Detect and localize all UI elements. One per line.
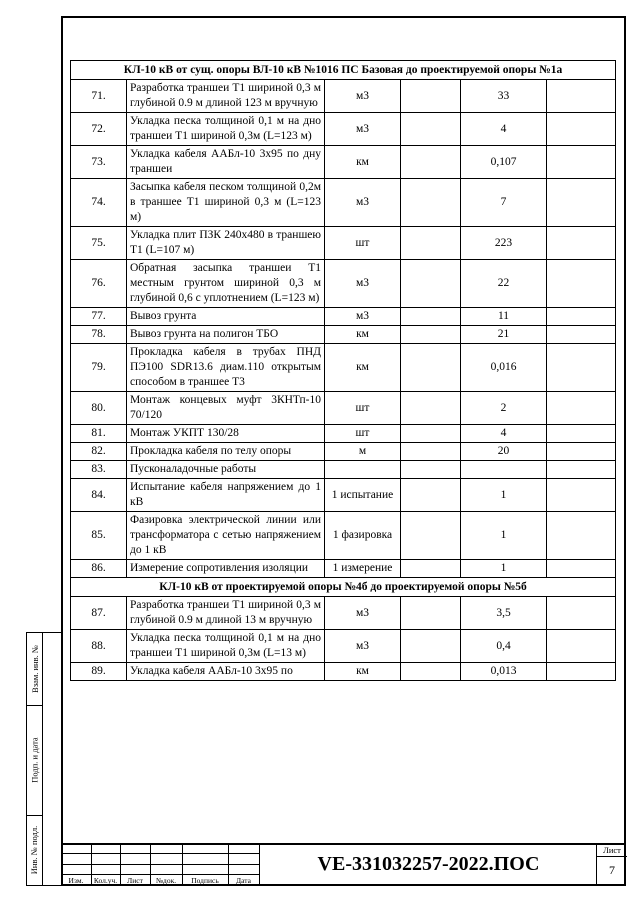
row-empty-cell xyxy=(547,113,616,146)
table-row xyxy=(71,260,616,308)
row-empty-cell xyxy=(547,597,616,630)
table-row xyxy=(71,80,616,113)
row-empty-cell xyxy=(401,308,461,326)
document-code: VE-331032257-2022.ПОС xyxy=(317,853,540,875)
row-description: Измерение сопротивления изоляции xyxy=(127,560,325,578)
row-empty-cell xyxy=(401,179,461,227)
row-quantity: 0,4 xyxy=(461,630,547,663)
row-empty-cell xyxy=(547,479,616,512)
row-number: 72. xyxy=(71,113,127,146)
row-empty-cell xyxy=(401,326,461,344)
row-quantity: 3,5 xyxy=(461,597,547,630)
row-number: 85. xyxy=(71,512,127,560)
row-description: Укладка песка толщиной 0,1 м на дно траншеи Т1 шириной 0,3м (L=13 м) xyxy=(127,630,325,663)
row-quantity: 11 xyxy=(461,308,547,326)
sheet-label: Лист xyxy=(597,845,627,857)
work-table xyxy=(70,60,616,681)
row-number: 74. xyxy=(71,179,127,227)
table-row xyxy=(71,113,616,146)
row-number: 73. xyxy=(71,146,127,179)
row-empty-cell xyxy=(401,227,461,260)
row-empty-cell xyxy=(401,392,461,425)
table-row xyxy=(71,308,616,326)
table-row xyxy=(71,344,616,392)
row-quantity: 4 xyxy=(461,425,547,443)
row-empty-cell xyxy=(401,80,461,113)
row-empty-cell xyxy=(401,146,461,179)
sheet-box xyxy=(596,843,627,886)
table-row xyxy=(71,392,616,425)
row-description: Разработка траншеи Т1 шириной 0,3 м глубиной 0.9 м длиной 123 м вручную xyxy=(127,80,325,113)
table-row xyxy=(71,630,616,663)
table-row xyxy=(71,443,616,461)
row-empty-cell xyxy=(547,146,616,179)
title-block-grid xyxy=(61,843,259,886)
row-number: 79. xyxy=(71,344,127,392)
row-empty-cell xyxy=(401,461,461,479)
row-empty-cell xyxy=(547,344,616,392)
row-empty-cell xyxy=(547,392,616,425)
side-stamp-original-inv-label: Инв. № подл. xyxy=(29,825,40,875)
row-unit: м3 xyxy=(325,113,401,146)
row-empty-cell xyxy=(547,227,616,260)
title-block-label-podpis: Подпись xyxy=(191,876,219,885)
row-quantity: 0,107 xyxy=(461,146,547,179)
table-row xyxy=(71,227,616,260)
row-empty-cell xyxy=(547,326,616,344)
table-row xyxy=(71,425,616,443)
row-empty-cell xyxy=(547,630,616,663)
row-description: Укладка кабеля ААБл-10 3х95 по дну траншеи xyxy=(127,146,325,179)
row-unit: м3 xyxy=(325,260,401,308)
title-block-label-data: Дата xyxy=(236,876,251,885)
row-number: 71. xyxy=(71,80,127,113)
row-unit: шт xyxy=(325,425,401,443)
row-unit: м3 xyxy=(325,80,401,113)
table-row xyxy=(71,461,616,479)
table-row xyxy=(71,326,616,344)
side-stamp-replace-inv-label: Взам. инв. № xyxy=(29,645,40,693)
row-empty-cell xyxy=(547,425,616,443)
sheet-number: 7 xyxy=(609,863,615,877)
row-quantity: 0,016 xyxy=(461,344,547,392)
row-number: 81. xyxy=(71,425,127,443)
row-empty-cell xyxy=(547,179,616,227)
row-number: 88. xyxy=(71,630,127,663)
side-stamp-sign-date xyxy=(27,705,42,816)
row-description: Прокладка кабеля в трубах ПНД ПЭ100 SDR13.6 диам.110 открытым способом в траншее Т3 xyxy=(127,344,325,392)
row-empty-cell xyxy=(401,597,461,630)
row-empty-cell xyxy=(401,512,461,560)
row-unit: м3 xyxy=(325,308,401,326)
row-empty-cell xyxy=(401,425,461,443)
side-stamp-replace-inv xyxy=(27,633,42,706)
row-empty-cell xyxy=(401,443,461,461)
row-number: 82. xyxy=(71,443,127,461)
row-unit: км xyxy=(325,326,401,344)
row-number: 80. xyxy=(71,392,127,425)
row-description: Вывоз грунта на полигон ТБО xyxy=(127,326,325,344)
row-number: 83. xyxy=(71,461,127,479)
row-quantity: 21 xyxy=(461,326,547,344)
row-number: 75. xyxy=(71,227,127,260)
row-number: 87. xyxy=(71,597,127,630)
row-quantity: 1 xyxy=(461,479,547,512)
row-unit: 1 испытание xyxy=(325,479,401,512)
row-empty-cell xyxy=(401,560,461,578)
row-number: 86. xyxy=(71,560,127,578)
row-unit: м3 xyxy=(325,597,401,630)
row-number: 89. xyxy=(71,663,127,681)
row-empty-cell xyxy=(401,479,461,512)
row-unit: м3 xyxy=(325,630,401,663)
row-quantity: 1 xyxy=(461,512,547,560)
row-description: Укладка плит ПЗК 240х480 в траншею Т1 (L=107 м) xyxy=(127,227,325,260)
row-quantity: 2 xyxy=(461,392,547,425)
work-table-body xyxy=(71,61,616,681)
row-description: Обратная засыпка траншеи Т1 местным грунтом шириной 0,3 м глубиной 0,6 с уплотнением (L=123 м) xyxy=(127,260,325,308)
section-header-row xyxy=(71,578,616,597)
row-description: Монтаж УКПТ 130/28 xyxy=(127,425,325,443)
row-unit: м xyxy=(325,443,401,461)
row-empty-cell xyxy=(401,663,461,681)
row-empty-cell xyxy=(401,260,461,308)
row-description: Укладка кабеля ААБл-10 3х95 по xyxy=(127,663,325,681)
row-number: 76. xyxy=(71,260,127,308)
table-row xyxy=(71,663,616,681)
row-description: Монтаж концевых муфт 3КНТп-10 70/120 xyxy=(127,392,325,425)
row-empty-cell xyxy=(401,630,461,663)
row-quantity: 1 xyxy=(461,560,547,578)
section-title: КЛ-10 кВ от сущ. опоры ВЛ-10 кВ №1016 ПС Базовая до проектируемой опоры №1а xyxy=(71,61,616,80)
row-quantity: 7 xyxy=(461,179,547,227)
row-empty-cell xyxy=(547,443,616,461)
title-block-label-list: Лист xyxy=(127,876,143,885)
row-unit: км xyxy=(325,344,401,392)
row-unit: км xyxy=(325,663,401,681)
row-description: Укладка песка толщиной 0,1 м на дно траншеи Т1 шириной 0,3м (L=123 м) xyxy=(127,113,325,146)
row-empty-cell xyxy=(401,113,461,146)
row-description: Испытание кабеля напряжением до 1 кВ xyxy=(127,479,325,512)
table-row xyxy=(71,560,616,578)
section-header-row xyxy=(71,61,616,80)
side-stamp-sign-date-label: Подп. и дата xyxy=(29,737,40,783)
row-quantity: 22 xyxy=(461,260,547,308)
title-block xyxy=(61,843,626,886)
title-block-label-kol-uch: Кол.уч. xyxy=(93,876,118,885)
row-unit: шт xyxy=(325,227,401,260)
row-description: Пусконаладочные работы xyxy=(127,461,325,479)
section-title: КЛ-10 кВ от проектируемой опоры №4б до проектируемой опоры №5б xyxy=(71,578,616,597)
row-quantity xyxy=(461,461,547,479)
table-row xyxy=(71,597,616,630)
table-row xyxy=(71,479,616,512)
row-number: 78. xyxy=(71,326,127,344)
row-number: 77. xyxy=(71,308,127,326)
row-quantity: 223 xyxy=(461,227,547,260)
title-block-label-izm: Изм. xyxy=(68,876,84,885)
row-unit: 1 фазировка xyxy=(325,512,401,560)
row-number: 84. xyxy=(71,479,127,512)
row-empty-cell xyxy=(547,512,616,560)
row-quantity: 20 xyxy=(461,443,547,461)
row-description: Прокладка кабеля по телу опоры xyxy=(127,443,325,461)
row-description: Разработка траншеи Т1 шириной 0,3 м глубиной 0.9 м длиной 13 м вручную xyxy=(127,597,325,630)
row-empty-cell xyxy=(547,560,616,578)
row-empty-cell xyxy=(547,260,616,308)
table-row xyxy=(71,146,616,179)
row-empty-cell xyxy=(547,663,616,681)
title-block-label-ndok: №док. xyxy=(155,876,177,885)
side-stamp-original-inv xyxy=(27,815,42,885)
table-row xyxy=(71,512,616,560)
row-unit: м3 xyxy=(325,179,401,227)
row-empty-cell xyxy=(547,308,616,326)
row-description: Фазировка электрической линии или трансформатора с сетью напряжением до 1 кВ xyxy=(127,512,325,560)
side-stamp xyxy=(26,632,61,886)
table-row xyxy=(71,179,616,227)
row-description: Вывоз грунта xyxy=(127,308,325,326)
row-quantity: 0,013 xyxy=(461,663,547,681)
row-empty-cell xyxy=(547,80,616,113)
row-unit: 1 измерение xyxy=(325,560,401,578)
row-empty-cell xyxy=(401,344,461,392)
row-empty-cell xyxy=(547,461,616,479)
row-description: Засыпка кабеля песком толщиной 0,2м в траншее Т1 шириной 0,3 м (L=123 м) xyxy=(127,179,325,227)
row-unit xyxy=(325,461,401,479)
row-unit: шт xyxy=(325,392,401,425)
row-unit: км xyxy=(325,146,401,179)
row-quantity: 33 xyxy=(461,80,547,113)
row-quantity: 4 xyxy=(461,113,547,146)
